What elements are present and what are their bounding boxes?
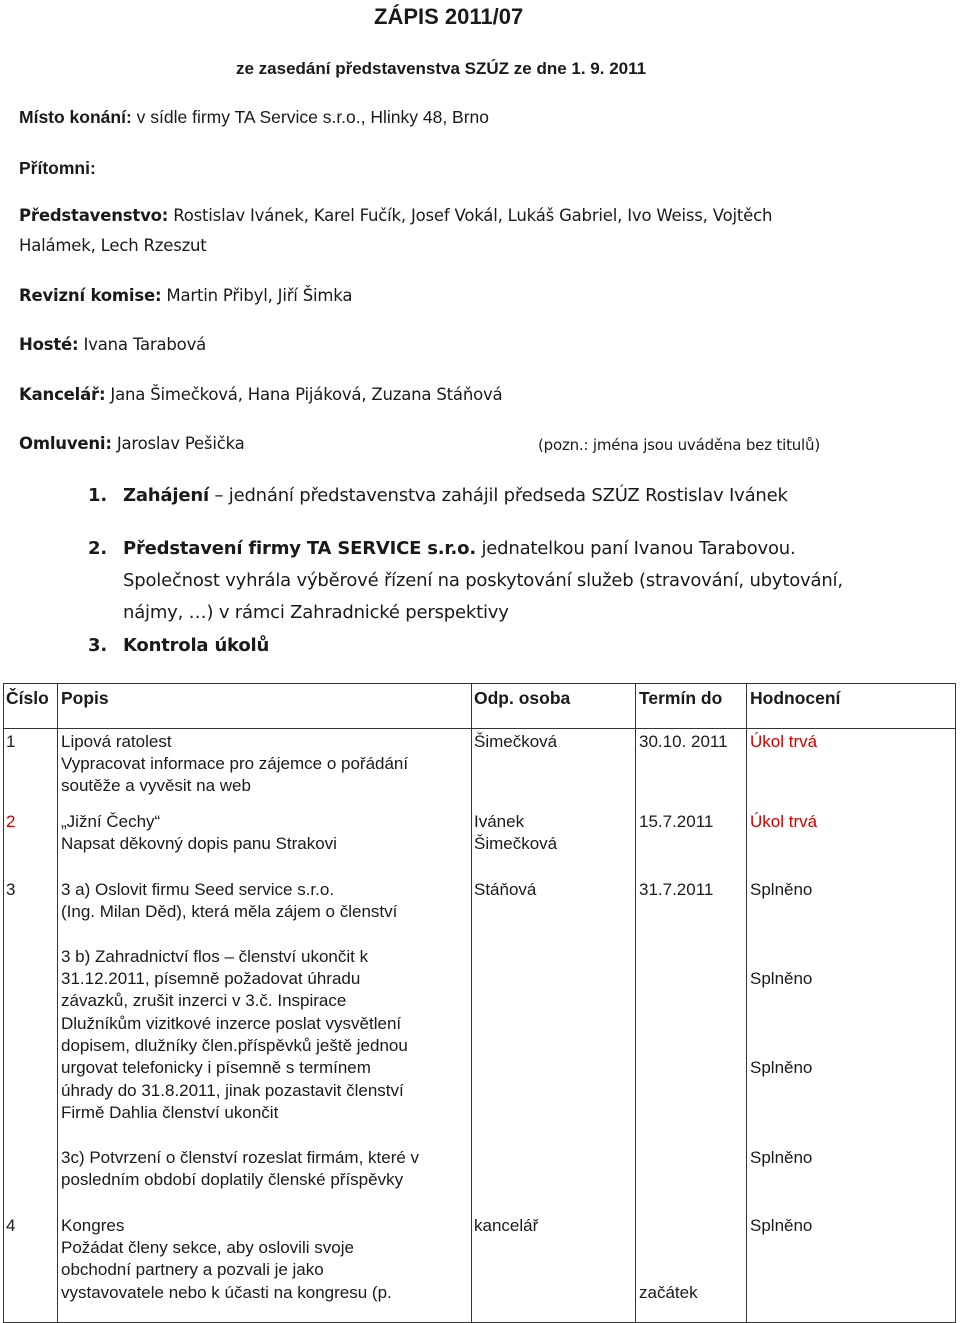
board-label: Představenstvo: xyxy=(19,206,169,225)
row3-b-line7: úhrady do 31.8.2011, jinak pozastavit členství xyxy=(61,1081,404,1100)
row3-number: 3 xyxy=(6,880,16,899)
row2-deadline: 15.7.2011 xyxy=(639,812,714,831)
agenda-item-1 xyxy=(123,485,788,506)
agenda-item-2 xyxy=(123,538,796,559)
agenda-item-2-title: Představení firmy TA SERVICE s.r.o. xyxy=(123,538,476,559)
row4-desc-line4: vystavovatele nebo k účasti na kongresu (p. xyxy=(61,1283,392,1302)
row1-desc-line1: Lipová ratolest xyxy=(61,732,172,751)
board-line2: Halámek, Lech Rzeszut xyxy=(19,236,207,255)
row1-deadline: 30.10. 2011 xyxy=(639,732,728,751)
row4-desc-line3: obchodní partnery a pozvali je jako xyxy=(61,1260,324,1279)
meeting-location xyxy=(19,107,489,128)
agenda-item-1-title: Zahájení xyxy=(123,485,209,506)
tasks-table xyxy=(3,683,956,1323)
location-label: Místo konání: xyxy=(19,107,132,127)
agenda-item-3-title: Kontrola úkolů xyxy=(123,635,270,656)
guests xyxy=(19,335,206,354)
audit-committee xyxy=(19,286,352,305)
row2-responsible-2: Šimečková xyxy=(474,834,558,853)
agenda-item-1-text: – jednání představenstva zahájil předseda SZÚZ Rostislav Ivánek xyxy=(208,485,788,506)
row2-desc-line2: Napsat děkovný dopis panu Strakovi xyxy=(61,834,337,853)
excused-label: Omluveni: xyxy=(19,434,112,453)
row4-number: 4 xyxy=(6,1216,16,1235)
row3-evaluation-b1: Splněno xyxy=(750,969,813,988)
row3-b-line2: 31.12.2011, písemně požadovat úhradu xyxy=(61,969,361,988)
row3-evaluation-b2: Splněno xyxy=(750,1058,813,1077)
row2-desc-line1: „Jižní Čechy“ xyxy=(61,812,161,831)
board-line1: Rostislav Ivánek, Karel Fučík, Josef Vokál, Lukáš Gabriel, Ivo Weiss, Vojtěch xyxy=(168,206,773,225)
row3-b-line4: Dlužníkům vizitkové inzerce poslat vysvětlení xyxy=(61,1014,402,1033)
row1-number: 1 xyxy=(6,732,16,751)
column-divider xyxy=(57,684,58,1322)
agenda-item-1-number: 1. xyxy=(88,485,107,506)
row1-responsible: Šimečková xyxy=(474,732,558,751)
row3-c-line1: 3c) Potvrzení o členství rozeslat firmám, které v xyxy=(61,1148,420,1167)
office-value: Jana Šimečková, Hana Pijáková, Zuzana Stáňová xyxy=(105,385,503,404)
header-description: Popis xyxy=(61,688,109,708)
row4-deadline: začátek xyxy=(639,1283,698,1302)
row4-responsible: kancelář xyxy=(474,1216,539,1235)
row3-b-line6: urgovat telefonicky i písemně s termínem xyxy=(61,1058,371,1077)
row2-responsible-1: Ivánek xyxy=(474,812,525,831)
office xyxy=(19,385,502,404)
names-note: (pozn.: jména jsou uváděna bez titulů) xyxy=(538,436,820,454)
row1-desc-line2: Vypracovat informace pro zájemce o pořádání xyxy=(61,754,409,773)
document-title: ZÁPIS 2011/07 xyxy=(374,4,524,29)
excused xyxy=(19,434,245,453)
row3-b-line3: závazků, zrušit inzerci v 3.č. Inspirace xyxy=(61,991,347,1010)
column-divider xyxy=(635,684,636,1322)
row3-a-line1: 3 a) Oslovit firmu Seed service s.r.o. xyxy=(61,880,335,899)
row2-evaluation: Úkol trvá xyxy=(750,812,818,831)
board-members xyxy=(19,206,772,225)
row3-responsible: Stáňová xyxy=(474,880,537,899)
row3-deadline: 31.7.2011 xyxy=(639,880,714,899)
document-subtitle: ze zasedání představenstva SZÚZ ze dne 1. 9. 2011 xyxy=(236,59,647,78)
excused-value: Jaroslav Pešička xyxy=(111,434,245,453)
row3-evaluation-a: Splněno xyxy=(750,880,813,899)
header-responsible: Odp. osoba xyxy=(474,688,571,708)
column-divider xyxy=(746,684,747,1322)
header-evaluation: Hodnocení xyxy=(750,688,841,708)
row3-c-line2: posledním období doplatily členské příspěvky xyxy=(61,1170,404,1189)
agenda-item-2-text: jednatelkou paní Ivanou Tarabovou. xyxy=(475,538,796,559)
agenda-item-2-line2: Společnost vyhrála výběrové řízení na poskytování služeb (stravování, ubytování, xyxy=(123,570,843,591)
location-value: v sídle firmy TA Service s.r.o., Hlinky 48, Brno xyxy=(131,107,490,127)
header-deadline: Termín do xyxy=(639,688,723,708)
row1-desc-line3: soutěže a vyvěsit na web xyxy=(61,776,251,795)
agenda-item-2-number: 2. xyxy=(88,538,107,559)
audit-value: Martin Přibyl, Jiří Šimka xyxy=(161,286,353,305)
row3-b-line5: dopisem, dlužníky člen.příspěvků ještě jednou xyxy=(61,1036,408,1055)
header-number: Číslo xyxy=(6,688,49,708)
row3-evaluation-c: Splněno xyxy=(750,1148,813,1167)
agenda-item-3-number: 3. xyxy=(88,635,107,656)
row3-a-line2: (Ing. Milan Děd), která měla zájem o členství xyxy=(61,902,398,921)
table-header-divider xyxy=(4,728,955,729)
row4-desc-line1: Kongres xyxy=(61,1216,125,1235)
row4-evaluation: Splněno xyxy=(750,1216,813,1235)
present-label: Přítomni: xyxy=(19,158,96,178)
row1-evaluation: Úkol trvá xyxy=(750,732,818,751)
audit-label: Revizní komise: xyxy=(19,286,162,305)
row2-number: 2 xyxy=(6,812,16,831)
row3-b-line8: Firmě Dahlia členství ukončit xyxy=(61,1103,279,1122)
office-label: Kancelář: xyxy=(19,385,106,404)
guests-label: Hosté: xyxy=(19,335,79,354)
row3-b-line1: 3 b) Zahradnictví flos – členství ukončit k xyxy=(61,947,369,966)
agenda-item-2-line3: nájmy, …) v rámci Zahradnické perspektivy xyxy=(123,602,509,623)
row4-desc-line2: Požádat členy sekce, aby oslovili svoje xyxy=(61,1238,354,1257)
column-divider xyxy=(471,684,472,1322)
guests-value: Ivana Tarabová xyxy=(78,335,207,354)
